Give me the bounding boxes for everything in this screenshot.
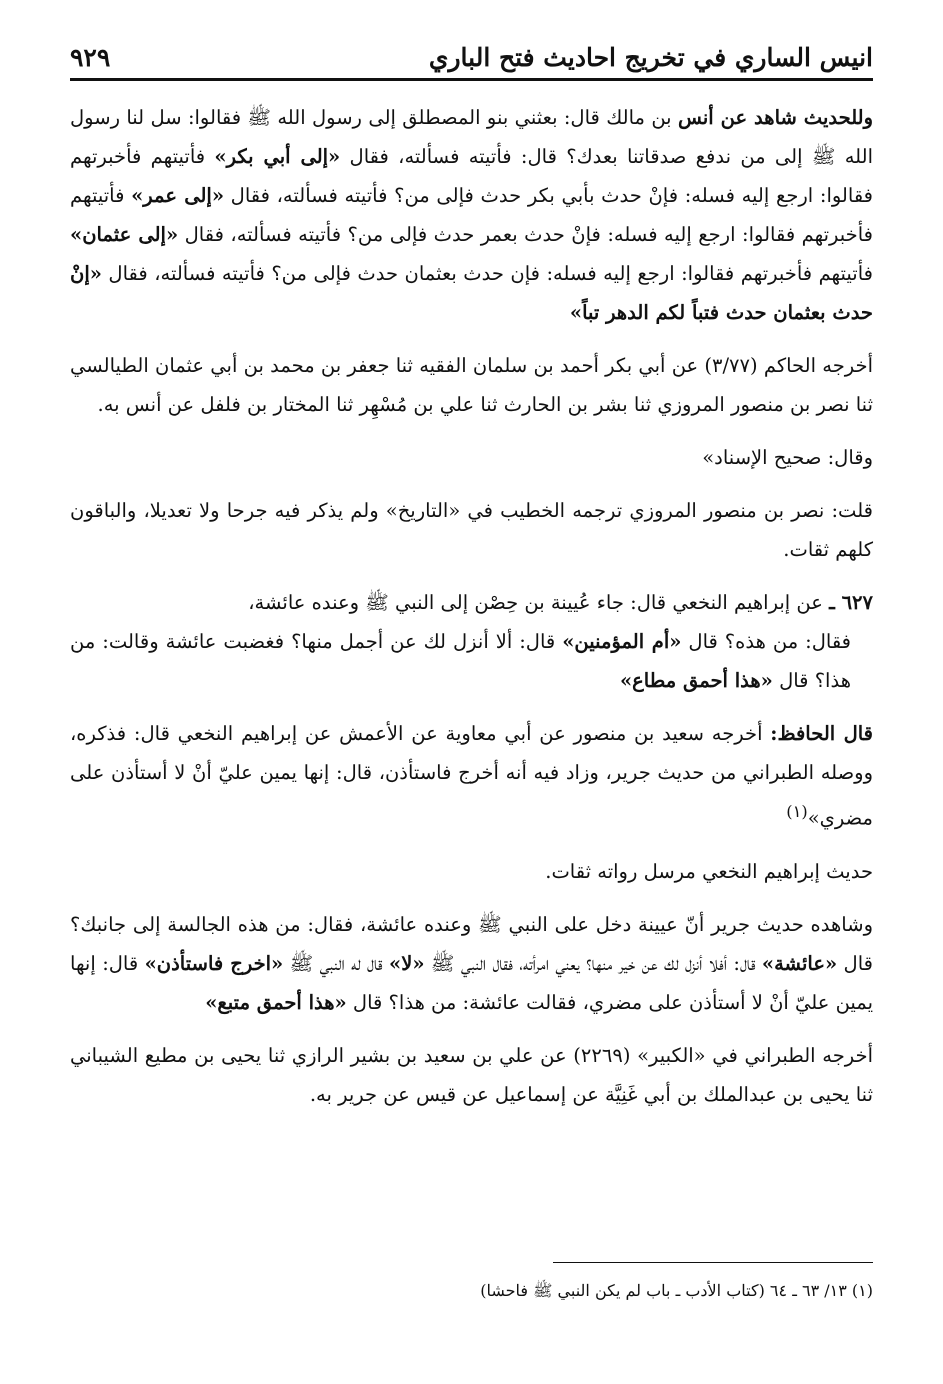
text-run: بن مالك قال: بعثني بنو المصطلق إلى رسول الله ﷺ فقالوا: سل لنا رسول الله ﷺ إلى من ندفع صدقاتنا بعدك؟ قال: فأتيته فسألته، فقال [70,106,873,168]
text-run: قال: أفلا أنزل لك عن خير منها؟ يعني امرأته، فقال النبي ﷺ [424,951,762,975]
bold-lead: قال الحافظ: [770,722,874,745]
text-run: فأتيتهم فأخبرتهم فقالوا: ارجع إليه فسله: فإنْ حدث بأبي بكر حدث فإلى من؟ فأتيته فسألته، فقال [70,145,874,207]
footnote: (١) ١٣/ ٦٣ ـ ٦٤ (كتاب الأدب ـ باب لم يكن النبي ﷺ فاحشا) [480,1281,873,1300]
text-run: أخرجه سعيد بن منصور عن أبي معاوية عن الأعمش عن إبراهيم النخعي قال: فذكره، ووصله الطبراني من حديث جرير، وزاد فيه أنه أخرج فاستأذن، قال: إنها يمين عليّ أنْ لا أستأذن على مضري» [70,722,873,830]
quote: «إنْ حدث بعثمان حدث فتباً لكم الدهر تباً» [70,262,873,324]
hadith-first-line [70,583,873,622]
text-run: فأتيتهم فأخبرتهم فقالوا: ارجع إليه فسله: فإن حدث بعثمان حدث فإلى من؟ فأتيته فسألته، فقال [101,262,873,285]
hadith-number: ٦٢٧ ـ [829,591,873,614]
running-header [70,28,873,81]
paragraph-nakhai-grading: حديث إبراهيم النخعي مرسل رواته ثقات. [545,859,873,883]
text-run: فقال: من هذه؟ قال [681,630,852,653]
hadith-627 [70,583,873,700]
hadith-continuation [70,622,873,700]
paragraph-hakim-grading: وقال: صحيح الإسناد» [702,446,873,469]
quote: «إلى أبي بكر» [214,145,341,168]
quote: «أم المؤمنين» [562,630,682,653]
text-run: قال: إنها يمين عليّ أنْ لا أستأذن على مضري، فقالت عائشة: من هذا؟ قال [70,951,873,1014]
paragraph-hafiz-comment [70,714,873,838]
quote: «هذا أحمق مطاع» [619,669,773,692]
paragraph-jarir-witness [70,905,873,1022]
quote: «إلى عثمان» [70,223,179,246]
bold-lead: وللحديث شاهد عن أنس [677,106,874,129]
page-number: ٩٢٩ [70,43,111,72]
footnote-divider [553,1262,873,1263]
text-run: قال له النبي ﷺ [283,951,390,975]
paragraph-anas-witness [70,98,873,332]
main-text [70,98,873,1128]
quote: «هذا أحمق متبع» [205,990,347,1014]
text-run: فأتيتهم فأخبرتهم فقالوا: ارجع إليه فسله: فإنْ حدث بعمر حدث فإلى من؟ فأتيته فسألته، فقال [70,184,873,246]
quote: «عائشة» [761,951,838,975]
quote: «لا» [389,951,425,975]
quote: «اخرج فاستأذن» [144,951,284,975]
paragraph-author-note: قلت: نصر بن منصور المروزي ترجمه الخطيب في «التاريخ» ولم يذكر فيه جرحا ولا تعديلا، والباقون كلهم ثقات. [70,499,873,561]
text-run: وشاهده حديث جرير أنّ عيينة دخل على النبي ﷺ وعنده عائشة، فقال: من هذه الجالسة إلى جانبك؟ قال [70,912,873,975]
paragraph-tabarani-takhrij: أخرجه الطبراني في «الكبير» (٢٢٦٩) عن علي بن سعيد بن بشير الرازي ثنا يحيى بن مطيع الشيباني ثنا يحيى بن عبدالملك بن أبي غَنِيَّة عن إسماعيل عن قيس عن جرير به. [70,1043,873,1106]
text-run: عن إبراهيم النخعي قال: جاء عُيينة بن حِصْن إلى النبي ﷺ وعنده عائشة، [248,591,830,614]
running-title: انيس الساري في تخريج احاديث فتح الباري [428,43,873,72]
paragraph-hakim-takhrij: أخرجه الحاكم (٣/٧٧) عن أبي بكر أحمد بن سلمان الفقيه ثنا جعفر بن محمد بن أبي عثمان الطيالسي ثنا نصر بن منصور المروزي ثنا بشر بن الحارث ثنا علي بن مُسْهِر ثنا المختار بن فلفل عن أنس به. [70,354,873,416]
text-run: قال: ألا أنزل لك عن أجمل منها؟ فغضبت عائشة وقالت: من هذا؟ قال [70,630,851,692]
footnote-ref: (١) [786,802,808,821]
quote: «إلى عمر» [131,184,225,207]
